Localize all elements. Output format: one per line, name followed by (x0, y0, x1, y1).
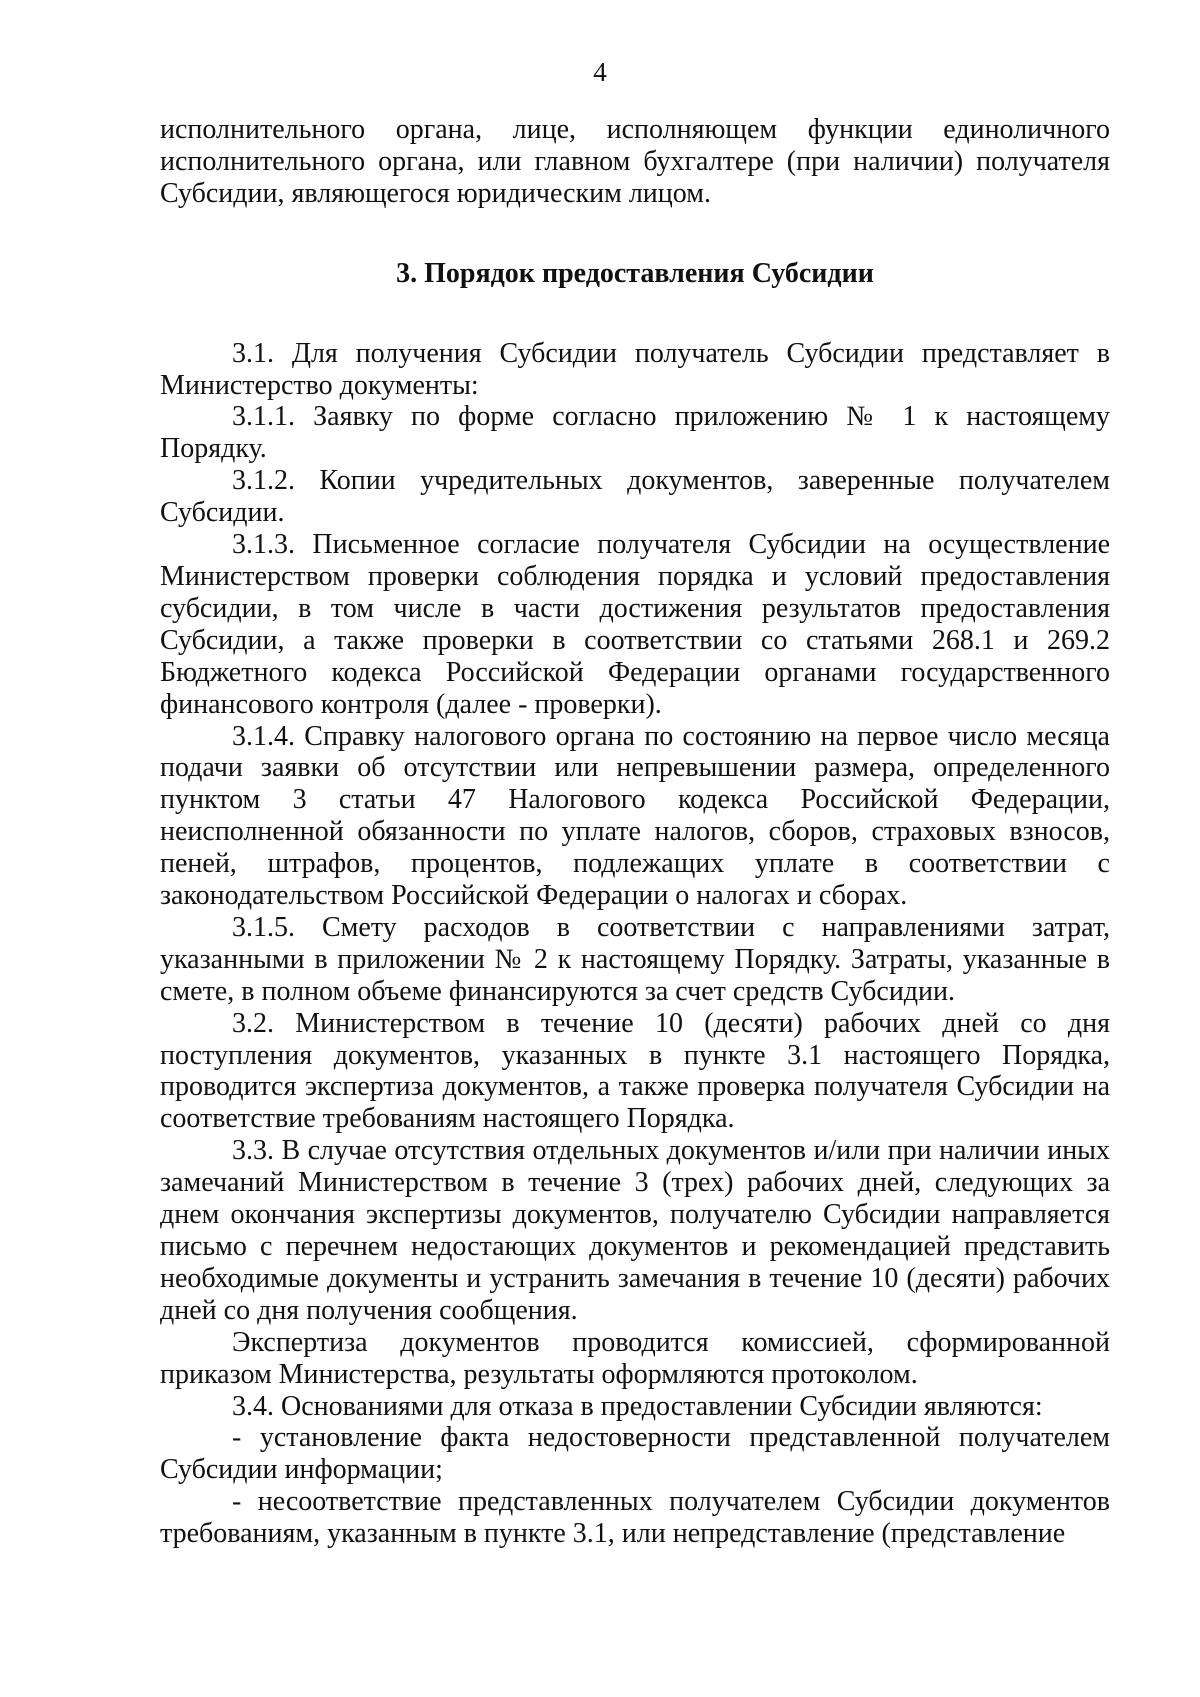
paragraph-3-4: 3.4. Основаниями для отказа в предоставлении Субсидии являются: (232, 1390, 1043, 1422)
paragraph-3-1-2: 3.1.2. Копии учредительных документов, заверенные получателем Субсидии. (160, 465, 1110, 529)
page-number: 4 (593, 57, 607, 87)
paragraph-3-3: 3.3. В случае отсутствия отдельных документов и/или при наличии иных замечаний Министерством в течение 3 (трех) рабочих дней, следующих за днем окончания экспертизы документов, получателю Субсидии направляется письмо с перечнем недостающих документов и рекомендацией представить необходимые документы и устранить замечания в течение 10 (десяти) рабочих дней со дня получения сообщения. (160, 1135, 1110, 1326)
paragraph-expertise: Экспертиза документов проводится комиссией, сформированной приказом Министерства, результаты оформляются протоколом. (160, 1326, 1110, 1390)
paragraph-3-1-5: 3.1.5. Смету расходов в соответствии с направлениями затрат, указанными в приложении № 2 к настоящему Порядку. Затраты, указанные в смете, в полном объеме финансируются за счет средств Субсидии. (160, 911, 1110, 1007)
intro-paragraph: исполнительного органа, лице, исполняющем функции единоличного исполнительного органа, или главном бухгалтере (при наличии) получателя Субсидии, являющегося юридическим лицом. (160, 114, 1110, 209)
paragraph-3-1-4: 3.1.4. Справку налогового органа по состоянию на первое число месяца подачи заявки об отсутствии или непревышении размера, определенного пунктом 3 статьи 47 Налогового кодекса Российской Федерации, неисполненной обязанности по уплате налогов, сборов, страховых взносов, пеней, штрафов, процентов, подлежащих уплате в соответствии с законодательством Российской Федерации о налогах и сборах. (160, 720, 1110, 912)
paragraph-3-1-3: 3.1.3. Письменное согласие получателя Субсидии на осуществление Министерством проверки соблюдения порядка и условий предоставления субсидии, в том числе в части достижения результатов предоставления Субсидии, а также проверки в соответствии со статьями 268.1 и 269.2 Бюджетного кодекса Российской Федерации органами государственного финансового контроля (далее - проверки). (160, 529, 1110, 720)
list-item-refusal-2: - несоответствие представленных получателем Субсидии документов требованиям, указанным в пункте 3.1, или непредставление (представление (160, 1486, 1110, 1550)
paragraph-3-1-1: 3.1.1. Заявку по форме согласно приложению № 1 к настоящему Порядку. (160, 401, 1110, 465)
document-body (160, 114, 1110, 1550)
spacer (160, 210, 1110, 258)
section-heading: 3. Порядок предоставления Субсидии (396, 257, 874, 289)
paragraph-3-2: 3.2. Министерством в течение 10 (десяти) рабочих дней со дня поступления документов, указанных в пункте 3.1 настоящего Порядка, проводится экспертиза документов, а также проверка получателя Субсидии на соответствие требованиям настоящего Порядка. (160, 1007, 1110, 1135)
paragraph-3-1: 3.1. Для получения Субсидии получатель Субсидии представляет в Министерство документы: (160, 337, 1110, 401)
spacer (160, 290, 1110, 338)
list-item-refusal-1: - установление факта недостоверности представленной получателем Субсидии информации; (160, 1422, 1110, 1486)
